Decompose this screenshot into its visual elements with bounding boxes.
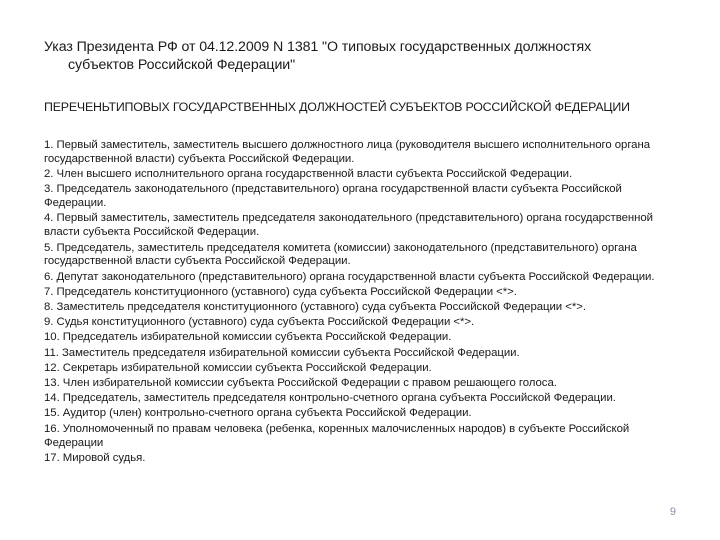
list-item: 6. Депутат законодательного (представительного) органа государственной власти субъекта Российской Федерации.	[44, 270, 655, 283]
list-item: 16. Уполномоченный по правам человека (ребенка, коренных малочисленных народов) в субъекте Российской Федерации	[44, 422, 630, 449]
list-item: 3. Председатель законодательного (представительного) органа государственной власти субъекта Российской Федерации.	[44, 183, 622, 210]
list-item: 1. Первый заместитель, заместитель высшего должностного лица (руководителя высшего исполнительного органа государственной власти) субъекта Российской Федерации.	[44, 139, 650, 165]
page-number: 9	[669, 506, 676, 518]
list-item: 14. Председатель, заместитель председателя контрольно-счетного органа субъекта Российской Федерации.	[44, 392, 616, 405]
title-line-2: субъектов Российской Федерации"	[68, 57, 296, 73]
list-heading: ПЕРЕЧЕНЬТИПОВЫХ ГОСУДАРСТВЕННЫХ ДОЛЖНОСТЕЙ СУБЪЕКТОВ РОССИЙСКОЙ ФЕДЕРАЦИИ	[44, 100, 630, 114]
list-item: 17. Мировой судья.	[44, 451, 146, 464]
list-item: 9. Судья конституционного (уставного) суда субъекта Российской Федерации <*>.	[44, 316, 475, 329]
list-item: 10. Председатель избирательной комиссии субъекта Российской Федерации.	[44, 331, 452, 344]
list-item: 13. Член избирательной комиссии субъекта Российской Федерации с правом решающего голоса.	[44, 377, 557, 390]
document-title	[44, 38, 684, 74]
title-line-1: Указ Президента РФ от 04.12.2009 N 1381 "О типовых государственных должностях	[44, 39, 592, 55]
list-item: 7. Председатель конституционного (уставного) суда субъекта Российской Федерации <*>.	[44, 285, 517, 298]
list-item: 12. Секретарь избирательной комиссии субъекта Российской Федерации.	[44, 361, 432, 374]
list-item: 15. Аудитор (член) контрольно-счетного органа субъекта Российской Федерации.	[44, 407, 472, 420]
list-item: 2. Член высшего исполнительного органа государственной власти субъекта Российской Федерации.	[44, 168, 573, 181]
positions-list	[44, 139, 680, 467]
list-item: 8. Заместитель председателя конституционного (уставного) суда субъекта Российской Федерации <*>.	[44, 301, 586, 314]
list-item: 11. Заместитель председателя избирательной комиссии субъекта Российской Федерации.	[44, 346, 520, 359]
list-item: 5. Председатель, заместитель председателя комитета (комиссии) законодательного (представительного) органа государственной власти субъекта Российской Федерации.	[44, 241, 637, 268]
list-item: 4. Первый заместитель, заместитель председателя законодательного (представительного) органа государственной власти субъекта Российской Федерации.	[44, 212, 653, 239]
